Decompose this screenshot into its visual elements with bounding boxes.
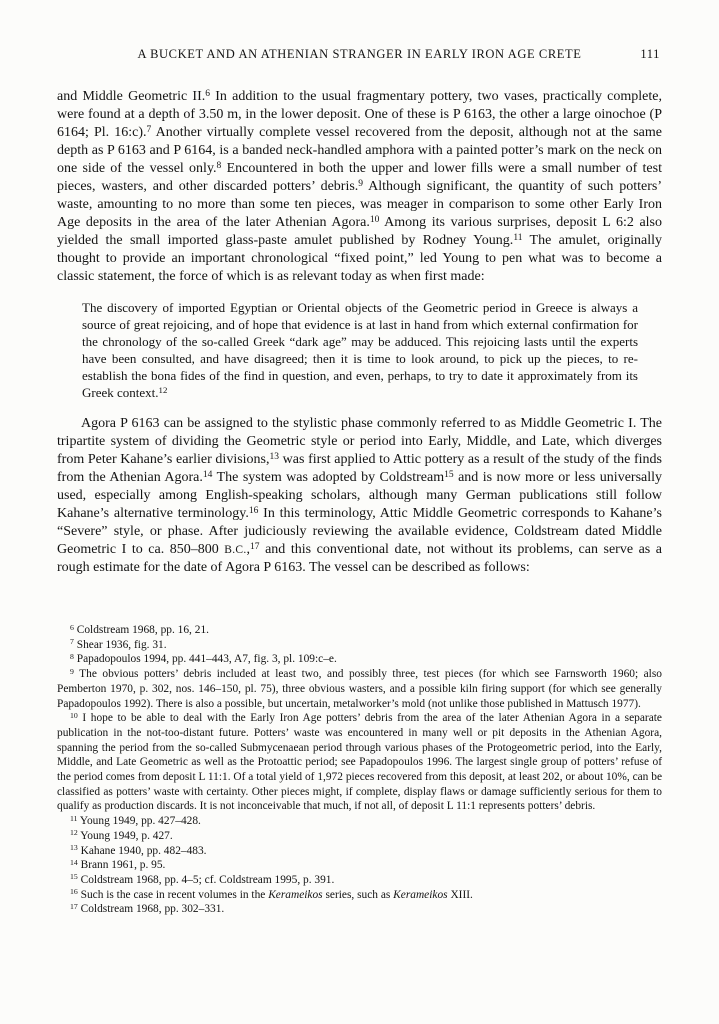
footnote-reference: 9 xyxy=(358,178,364,189)
footnote xyxy=(57,814,662,829)
text-run: and this conventional date, not without its problems, can serve as a rough estimate for the date of Agora P 6163. The vessel can be described as follows: xyxy=(57,542,662,575)
body-paragraph xyxy=(57,415,662,577)
text-run: Brann 1961, p. 95. xyxy=(80,859,166,872)
text-run: Young 1949, p. 427. xyxy=(80,829,173,842)
text-run: In this terminology, Attic Middle Geometric corresponds to Kahane’s “Severe” style, or phase. After judiciously reviewing the available evidence, Coldstream dated Middle Geometric I to ca. 850–800 xyxy=(57,506,662,557)
footnote xyxy=(57,844,662,859)
footnote-reference: 16 xyxy=(248,505,259,516)
footnote-number: 7 xyxy=(70,637,74,647)
footnote xyxy=(57,902,662,917)
text-run: Coldstream 1968, pp. 4–5; cf. Coldstream 1995, p. 391. xyxy=(80,873,335,886)
text-run: Agora P 6163 can be assigned to the stylistic phase commonly referred to as Middle Geometric I. The tripartite system of dividing the Geometric style or period into Early, Middle, and Late, which diverges from Peter Kahane’s earlier divisions, xyxy=(57,416,662,467)
footnote-reference: 15 xyxy=(444,469,454,480)
footnote-number: 12 xyxy=(70,828,78,838)
footnote-number: 17 xyxy=(70,901,78,911)
footnote-number: 6 xyxy=(70,622,74,632)
footnote xyxy=(57,638,662,653)
text-run: Such is the case in recent volumes in the xyxy=(80,888,269,901)
footnote-number: 14 xyxy=(70,857,78,867)
footnote-number: 11 xyxy=(70,813,78,823)
text-run: Kerameikos xyxy=(393,888,448,901)
text-run: Young 1949, pp. 427–428. xyxy=(79,815,201,828)
text-run: and Middle Geometric II. xyxy=(57,89,206,104)
text-run: series, such as xyxy=(322,888,394,901)
footnote xyxy=(57,667,662,711)
text-run: Kahane 1940, pp. 482–483. xyxy=(80,844,207,857)
page-number: 111 xyxy=(640,47,660,61)
text-run: The obvious potters’ debris included at least two, and possibly three, test pieces (for which see Farnsworth 1960; also Pemberton 1970, p. 302, nos. 146–150, pl. 75), three obvious wasters, and a possible kiln firing support (for which see generally Papadopoulos 1992). There is also a possible, but uncertain, metalworker’s mold (not unlike those published in Mattusch 1977). xyxy=(57,668,662,710)
footnote-reference: 12 xyxy=(158,385,168,396)
text-run: Encountered in both the upper and lower fills were a small number of test pieces, wasters, and other discarded potters’ debris. xyxy=(57,161,662,194)
footnote xyxy=(57,873,662,888)
footnote-reference: 10 xyxy=(369,214,380,225)
footnote-reference: 8 xyxy=(216,160,222,171)
footnote-number: 15 xyxy=(70,872,78,882)
text-run: Shear 1936, fig. 31. xyxy=(76,638,167,651)
footnote-reference: 17 xyxy=(250,541,260,552)
text-run: Papadopoulos 1994, pp. 441–443, A7, fig. 3, pl. 109:c–e. xyxy=(76,653,337,666)
footnote-reference: 6 xyxy=(205,88,211,99)
text-run: Another virtually complete vessel recovered from the deposit, although not at the same depth as P 6163 and P 6164, is a banded neck-handled amphora with a painted potter’s mark on the neck on one side of the vessel only. xyxy=(57,125,662,176)
text-run: The system was adopted by Coldstream xyxy=(212,470,445,485)
footnote xyxy=(57,652,662,667)
text-run: Although significant, the quantity of such potters’ waste, amounting to no more than some ten pieces, was meager in comparison to some other Early Iron Age deposits in the area of the later Athenian Agora. xyxy=(57,179,662,230)
footnote xyxy=(57,888,662,903)
footnote-number: 8 xyxy=(70,651,74,661)
footnote-number: 16 xyxy=(70,887,78,897)
footnote xyxy=(57,858,662,873)
footnote-number: 10 xyxy=(70,710,78,720)
footnote-reference: 11 xyxy=(513,232,523,243)
block-quote xyxy=(82,299,638,401)
text-run: Coldstream 1968, pp. 16, 21. xyxy=(76,624,209,636)
text-run: Coldstream 1968, pp. 302–331. xyxy=(80,903,225,916)
footnote xyxy=(57,829,662,844)
text-run: Kerameikos xyxy=(268,888,323,901)
text-run: and is now more or less universally used, especially among English-speaking scholars, although many German publications still follow Kahane’s alternative terminology. xyxy=(57,470,663,521)
text-run: XIII. xyxy=(447,888,473,901)
article-body xyxy=(57,88,662,577)
page-header xyxy=(57,47,662,62)
text-run: B.C. xyxy=(224,544,247,556)
body-paragraph xyxy=(57,88,662,286)
text-run: The amulet, originally thought to provide an important chronological “fixed point,” led Young to pen what was to become a classic statement, the force of which is as relevant today as when first made: xyxy=(57,233,662,284)
footnote-number: 13 xyxy=(70,843,78,853)
footnote-number: 9 xyxy=(70,666,74,676)
footnotes-section xyxy=(57,623,662,917)
text-run: I hope to be able to deal with the Early Iron Age potters’ debris from the area of the later Athenian Agora in a separate publication in the not-too-distant future. Potters’ waste was encountered in many well or pit deposits in the Athenian Agora, spanning the period from the so-called Submycenaean period through various phases of the Protogeometric period, into the Early, Middle, and Late Geometric as well as the Protoattic period; see Papadopoulos 1996. The largest single group of potters’ refuse of the period comes from deposit L 11:1. Of a total yield of 1,972 pieces recovered from this deposit, at least 202, or about 10%, can be classified as potters’ waste with certainty. Other pieces might, if complete, display flaws or damage sufficiently serious for them to qualify as production discards. It is not inconceivable that much, if not all, of deposit L 11:1 represents potters’ debris. xyxy=(57,712,662,813)
footnote xyxy=(57,711,662,814)
running-title: A BUCKET AND AN ATHENIAN STRANGER IN EARLY IRON AGE CRETE xyxy=(137,47,582,61)
footnote xyxy=(57,623,662,638)
text-run: was first applied to Attic pottery as a result of the study of the finds from the Athenian Agora. xyxy=(57,452,662,485)
footnote-reference: 14 xyxy=(202,469,213,480)
text-run: In addition to the usual fragmentary pottery, two vases, practically complete, were found at a depth of 3.50 m, in the lower deposit. One of these is P 6163, the other a large oinochoe (P 6164; Pl. 16:c). xyxy=(57,89,662,140)
text-run: , xyxy=(246,542,251,557)
text-run: Among its various surprises, deposit L 6:2 also yielded the small imported glass-paste amulet published by Rodney Young. xyxy=(57,215,663,248)
footnote-reference: 7 xyxy=(146,124,152,135)
text-run: The discovery of imported Egyptian or Oriental objects of the Geometric period in Greece is always a source of great rejoicing, and of hope that evidence is at last in hand from which external confirmation for the chronology of the so-called Greek “dark age” may be adduced. This rejoicing lasts until the experts have been consulted, and have disagreed; then it is time to look around, to pick up the pieces, to re-establish the bona fides of the find in question, and even, perhaps, to try to date it approximately from its Greek context. xyxy=(82,300,638,400)
footnote-reference: 13 xyxy=(269,451,280,462)
